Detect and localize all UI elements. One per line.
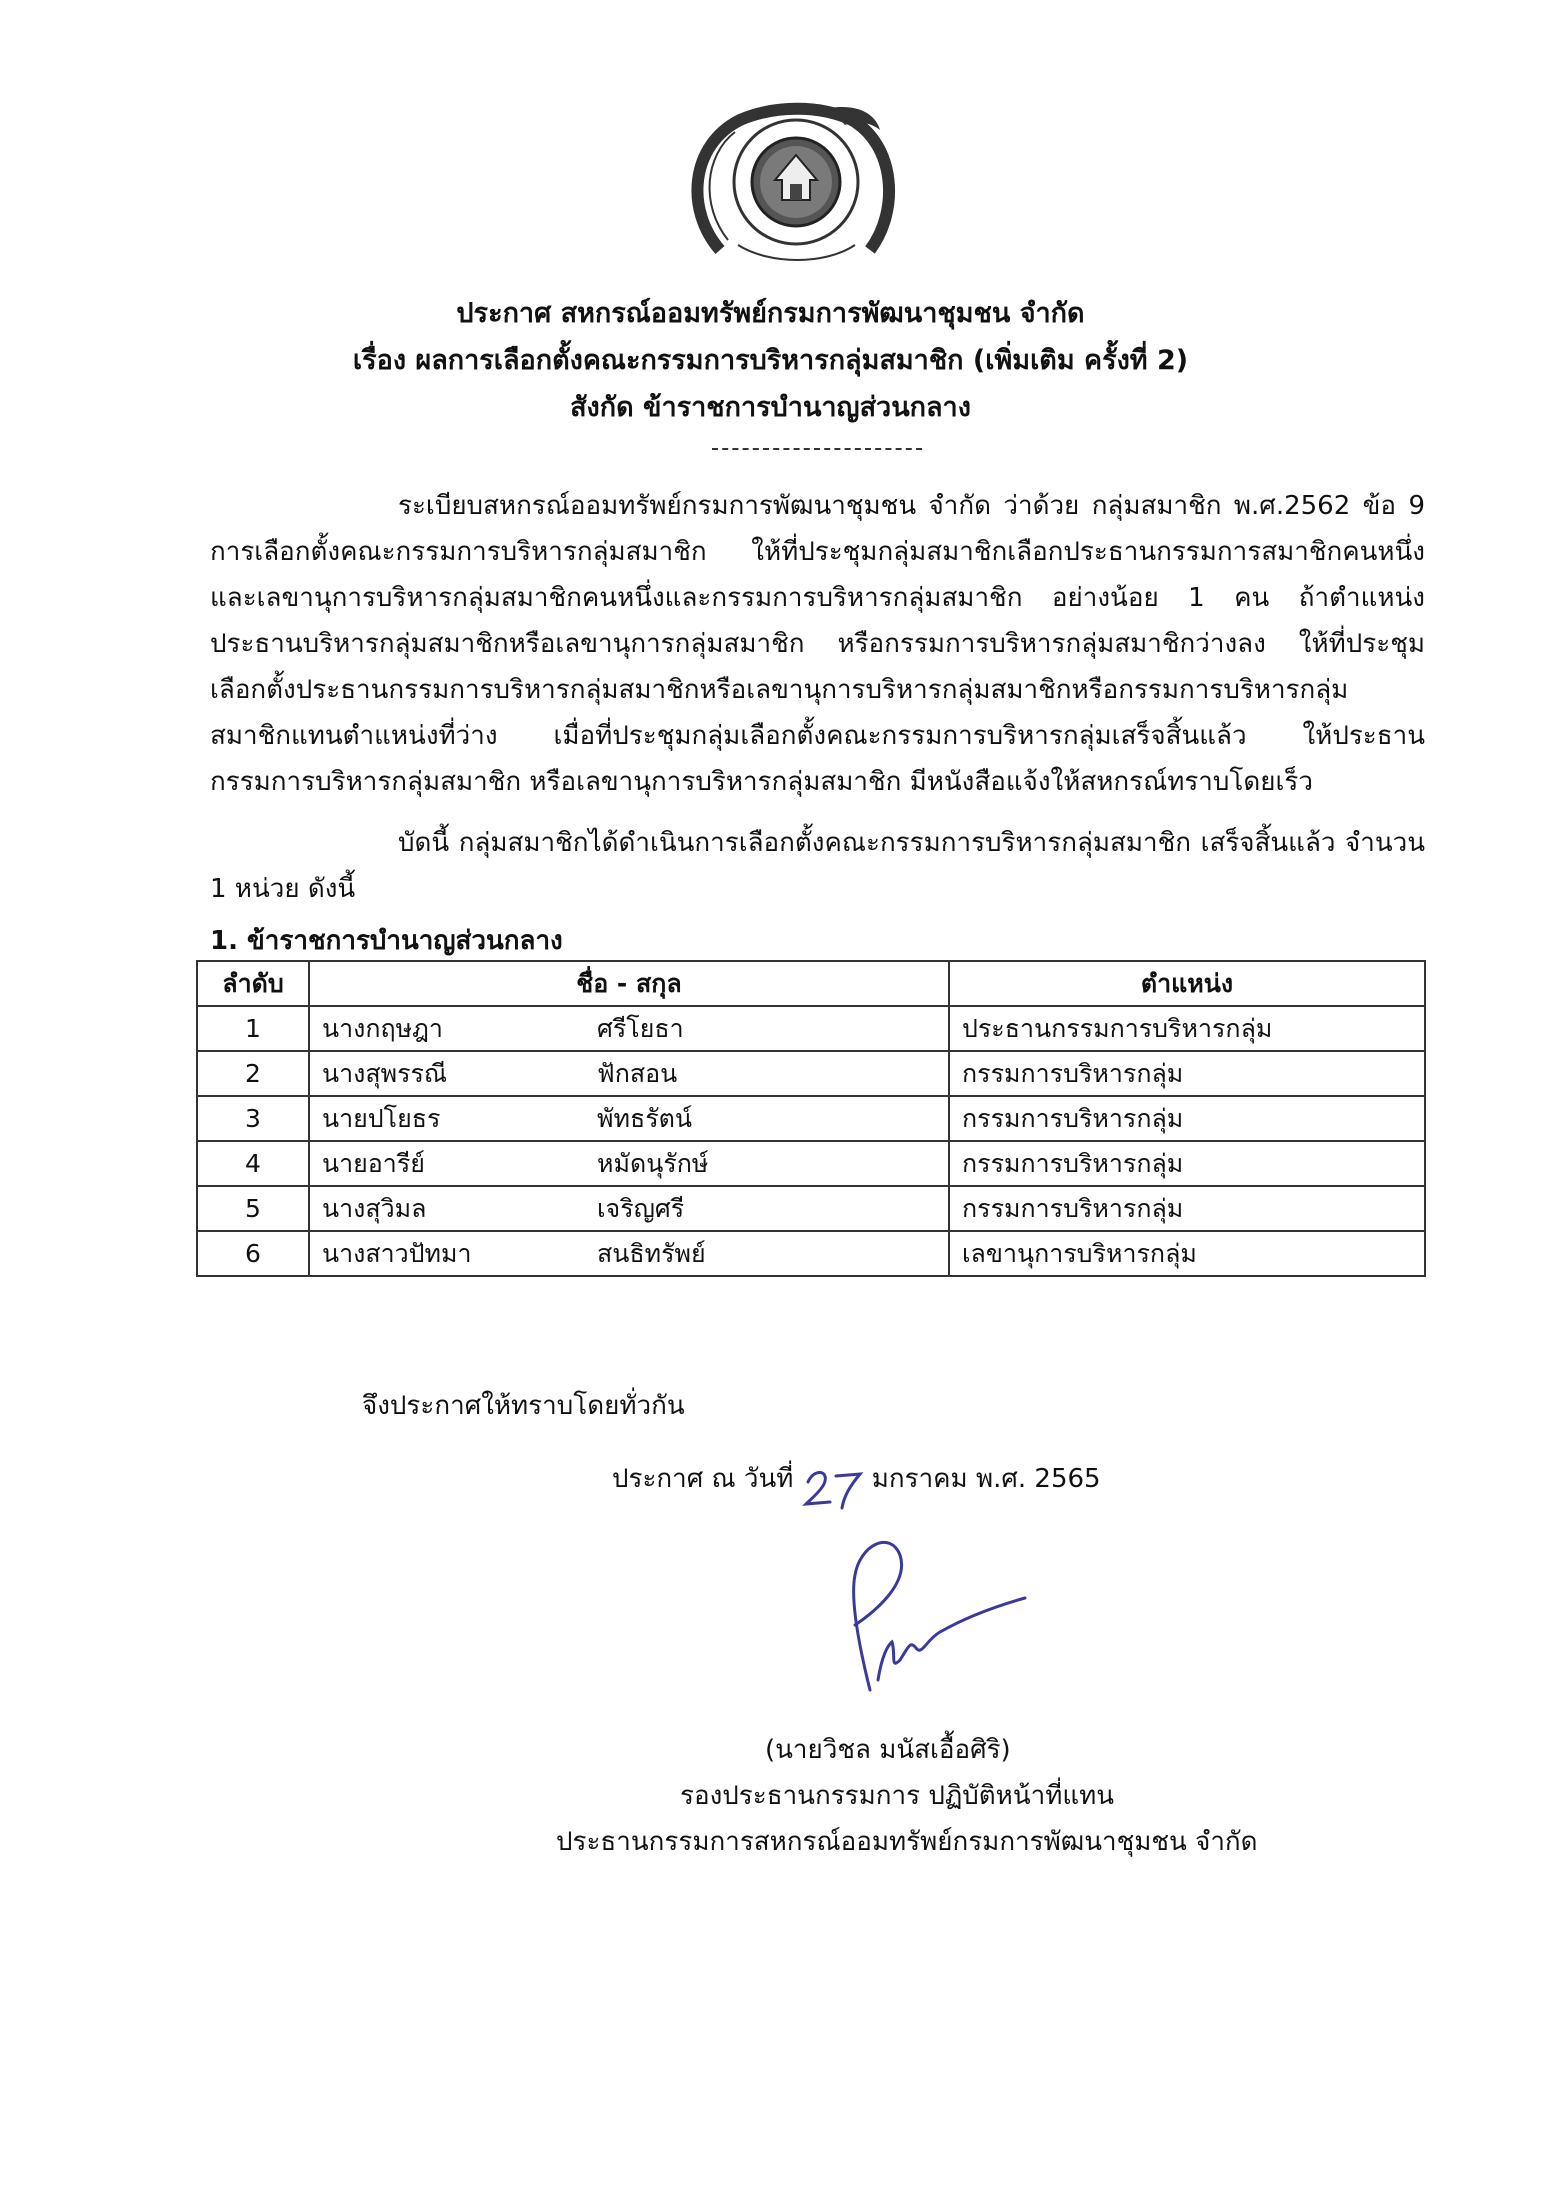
signer-organization: ประธานกรรมการสหกรณ์ออมทรัพย์กรมการพัฒนาชุมชน จำกัด <box>556 1827 1258 1857</box>
header-name: ชื่อ - สกุล <box>309 961 949 1006</box>
row-last-name: สนธิทรัพย์ <box>597 1238 706 1268</box>
row-name <box>309 1051 949 1096</box>
row-last-name: เจริญศรี <box>597 1193 685 1223</box>
row-first-name: นางสุพรรณี <box>322 1058 448 1088</box>
row-position: เลขานุการบริหารกลุ่ม <box>949 1231 1425 1276</box>
row-first-name: นางสุวิมล <box>322 1193 427 1223</box>
table-row <box>197 1186 1425 1231</box>
row-idx: 5 <box>197 1186 309 1231</box>
row-last-name: พัทธรัตน์ <box>597 1103 692 1133</box>
row-last-name: ศรีโยธา <box>597 1013 684 1043</box>
row-name <box>309 1006 949 1051</box>
row-name <box>309 1096 949 1141</box>
row-idx: 1 <box>197 1006 309 1051</box>
table-row <box>197 1051 1425 1096</box>
signer-name: (นายวิชล มนัสเอื้อศิริ) <box>765 1735 1011 1765</box>
row-name <box>309 1141 949 1186</box>
table-header-row <box>197 961 1425 1006</box>
cooperative-seal-logo <box>680 100 910 280</box>
row-name <box>309 1231 949 1276</box>
row-first-name: นางสาวปัทมา <box>322 1238 472 1268</box>
row-position: ประธานกรรมการบริหารกลุ่ม <box>949 1006 1425 1051</box>
table-row <box>197 1006 1425 1051</box>
header-line-3: สังกัด ข้าราชการบำนาญส่วนกลาง <box>570 392 971 423</box>
date-prefix: ประกาศ ณ วันที่ <box>612 1464 794 1494</box>
row-first-name: นายปโยธร <box>322 1103 441 1133</box>
signer-role: รองประธานกรรมการ ปฏิบัติหน้าที่แทน <box>680 1781 1115 1811</box>
handwritten-day-mark <box>800 1462 880 1512</box>
row-position: กรรมการบริหารกลุ่ม <box>949 1051 1425 1096</box>
row-idx: 2 <box>197 1051 309 1096</box>
row-first-name: นายอารีย์ <box>322 1148 425 1178</box>
document-header <box>0 290 1541 431</box>
row-last-name: หมัดนุรักษ์ <box>597 1148 709 1178</box>
body-paragraph-1: ระเบียบสหกรณ์ออมทรัพย์กรมการพัฒนาชุมชน จำกัด ว่าด้วย กลุ่มสมาชิก พ.ศ.2562 ข้อ 9 การเลือกตั้งคณะกรรมการบริหารกลุ่มสมาชิก ให้ที่ประชุมกลุ่มสมาชิกเลือกประธานกรรมการสมาชิกคนหนึ่ง และเลขานุการบริหารกลุ่มสมาชิกคนหนึ่งและกรรมการบริหารกลุ่มสมาชิก อย่างน้อย 1 คน ถ้าตำแหน่ง ประธานบริหารกลุ่มสมาชิกหรือเลขานุการกลุ่มสมาชิก หรือกรรมการบริหารกลุ่มสมาชิกว่างลง ให้ที่ประชุม เลือกตั้งประธานกรรมการบริหารกลุ่มสมาชิกหรือเลขานุการบริหารกลุ่มสมาชิกหรือกรรมการบริหารกลุ่ม สมาชิกแทนตำแหน่งที่ว่าง เมื่อที่ประชุมกลุ่มเลือกตั้งคณะกรรมการบริหารกลุ่มเสร็จสิ้นแล้ว ให้ประธาน กรรมการบริหารกลุ่มสมาชิก หรือเลขานุการบริหารกลุ่มสมาชิก มีหนังสือแจ้งให้สหกรณ์ทราบโดยเร็ว <box>210 491 1425 797</box>
closing-statement: จึงประกาศให้ทราบโดยทั่วกัน <box>362 1391 685 1421</box>
row-name <box>309 1186 949 1231</box>
header-line-2: เรื่อง ผลการเลือกตั้งคณะกรรมการบริหารกลุ่มสมาชิก (เพิ่มเติม ครั้งที่ 2) <box>352 345 1189 376</box>
table-row <box>197 1231 1425 1276</box>
table-row <box>197 1096 1425 1141</box>
row-position: กรรมการบริหารกลุ่ม <box>949 1186 1425 1231</box>
row-first-name: นางกฤษฎา <box>322 1013 443 1043</box>
row-idx: 3 <box>197 1096 309 1141</box>
section-title: 1. ข้าราชการบำนาญส่วนกลาง <box>210 926 563 956</box>
header-divider <box>712 448 922 450</box>
committee-table <box>196 960 1426 1277</box>
row-idx: 4 <box>197 1141 309 1186</box>
header-idx: ลำดับ <box>197 961 309 1006</box>
handwritten-signature <box>830 1530 1030 1700</box>
table-row <box>197 1141 1425 1186</box>
row-position: กรรมการบริหารกลุ่ม <box>949 1096 1425 1141</box>
row-position: กรรมการบริหารกลุ่ม <box>949 1141 1425 1186</box>
body-paragraph-2: บัดนี้ กลุ่มสมาชิกได้ดำเนินการเลือกตั้งคณะกรรมการบริหารกลุ่มสมาชิก เสร็จสิ้นแล้ว จำนวน 1 หน่วย ดังนี้ <box>210 828 1425 904</box>
header-line-1: ประกาศ สหกรณ์ออมทรัพย์กรมการพัฒนาชุมชน จำกัด <box>456 298 1085 329</box>
header-position: ตำแหน่ง <box>949 961 1425 1006</box>
row-idx: 6 <box>197 1231 309 1276</box>
date-suffix: มกราคม พ.ศ. 2565 <box>871 1464 1101 1494</box>
row-last-name: ฟักสอน <box>597 1058 678 1088</box>
